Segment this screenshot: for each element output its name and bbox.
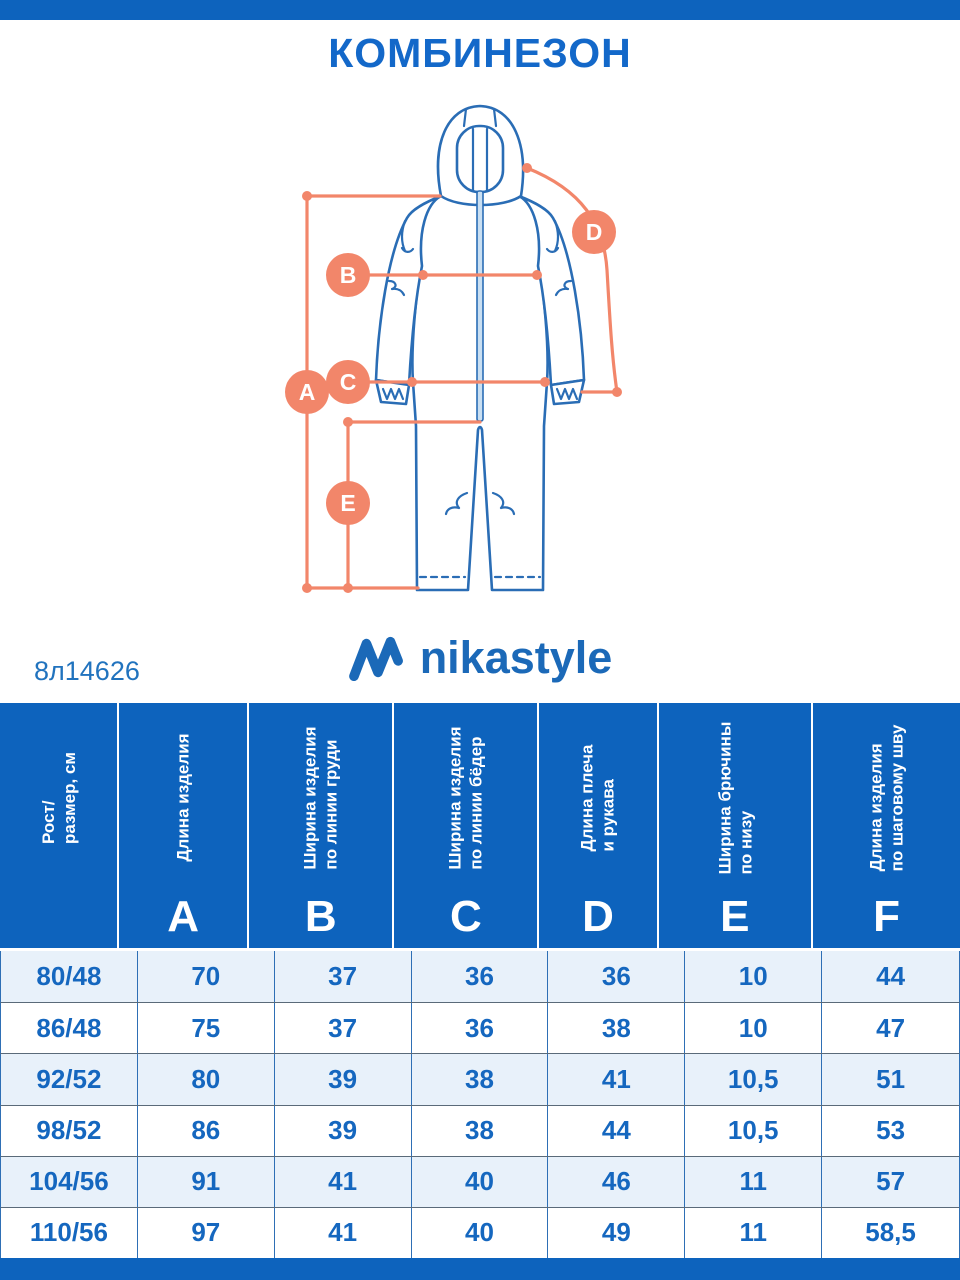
table-cell: 39 [275,1106,412,1156]
table-row [0,951,960,1002]
cell-size: 110/56 [1,1208,138,1258]
measure-dot [612,387,622,397]
header-cell-E [659,703,814,948]
header-cell-F [813,703,960,948]
table-cell: 44 [548,1106,685,1156]
article-number: 8л14626 [34,656,140,686]
table-cell: 39 [275,1054,412,1104]
column-letter [0,892,117,948]
column-letter: C [449,892,482,941]
marker-B-label: B [339,262,357,288]
table-cell: 49 [548,1208,685,1258]
size-table-header [0,703,960,951]
table-row [0,1156,960,1207]
size-table-body [0,951,960,1258]
table-cell: 91 [138,1157,275,1207]
table-cell: 11 [685,1157,822,1207]
table-cell: 80 [138,1054,275,1104]
column-letter: E [720,892,750,941]
page-title: КОМБИНЕЗОН [328,30,632,76]
table-row [0,1105,960,1156]
marker-D [572,210,616,254]
table-cell: 86 [138,1106,275,1156]
table-cell: 75 [138,1003,275,1053]
table-row [0,1207,960,1258]
measure-dot [343,583,353,593]
measure-dot [407,377,417,387]
table-cell: 10 [685,1003,822,1053]
measure-dot [302,583,312,593]
measure-dot [522,163,532,173]
column-label: Длина изделия по шаговому шву [866,724,907,871]
table-cell: 47 [876,1012,906,1043]
table-cell: 40 [412,1208,549,1258]
marker-A-label: A [298,379,316,405]
top-accent-bar [0,0,960,20]
table-cell: 37 [275,1003,412,1053]
table-cell: 10,5 [685,1054,822,1104]
header-cell-D [539,703,658,948]
table-cell: 38 [548,1003,685,1053]
marker-C-label: C [339,369,357,395]
table-row [0,1002,960,1053]
table-cell: 40 [412,1157,549,1207]
table-cell: 36 [412,1003,549,1053]
table-cell: 41 [548,1054,685,1104]
cell-size: 104/56 [1,1157,138,1207]
header-cell-size [0,703,119,948]
column-letter: F [873,892,901,941]
header-cell-B [249,703,394,948]
marker-D-label: D [585,219,603,245]
column-letter: D [582,892,614,941]
marker-A [285,370,329,414]
column-label: Длина плеча и рукава [577,743,618,852]
header-cell-A [119,703,249,948]
column-label: Длина изделия [173,733,193,862]
jumpsuit-drawing [376,106,584,590]
table-cell: 41 [275,1208,412,1258]
table-cell: 46 [548,1157,685,1207]
brand-name: nikastyle [419,632,613,683]
table-cell: 58,5 [865,1217,916,1248]
jumpsuit-measurement-diagram [260,90,700,630]
table-cell: 10 [685,951,822,1002]
cell-size: 98/52 [1,1106,138,1156]
hood-face-opening [457,126,503,192]
table-row [0,1053,960,1104]
table-cell: 37 [275,951,412,1002]
measure-dot [532,270,542,280]
table-cell: 41 [275,1157,412,1207]
table-cell: 36 [412,951,549,1002]
column-letter: A [167,892,199,941]
marker-C [326,360,370,404]
marker-E [326,481,370,525]
table-cell: 38 [412,1054,549,1104]
zipper [477,191,483,421]
header-cell-C [394,703,539,948]
table-cell: 70 [138,951,275,1002]
column-label: Ширина изделия по линии бёдер [445,725,486,870]
size-table [0,703,960,1258]
brand-logo [0,630,960,686]
measure-dot [343,417,353,427]
cell-size: 86/48 [1,1003,138,1053]
column-label: Рост/ размер, см [38,751,79,844]
table-cell: 53 [876,1115,906,1146]
column-label: Ширина изделия по линии груди [300,725,341,870]
measure-dot [540,377,550,387]
table-cell: 11 [685,1208,822,1258]
measure-dot [302,191,312,201]
table-cell: 51 [876,1063,906,1094]
right-cuff [551,380,584,404]
marker-E-label: E [340,490,356,516]
table-cell: 97 [138,1208,275,1258]
measure-dot [418,270,428,280]
cell-size: 80/48 [1,951,138,1002]
table-cell: 57 [876,1166,906,1197]
table-cell: 10,5 [685,1106,822,1156]
nikastyle-logo-icon [348,634,406,682]
table-cell: 36 [548,951,685,1002]
cell-size: 92/52 [1,1054,138,1104]
marker-B [326,253,370,297]
table-cell: 44 [876,961,906,992]
column-letter: B [304,892,337,941]
bottom-accent-bar [0,1258,960,1280]
table-cell: 38 [412,1106,549,1156]
column-label: Ширина брючины по низу [714,721,755,874]
